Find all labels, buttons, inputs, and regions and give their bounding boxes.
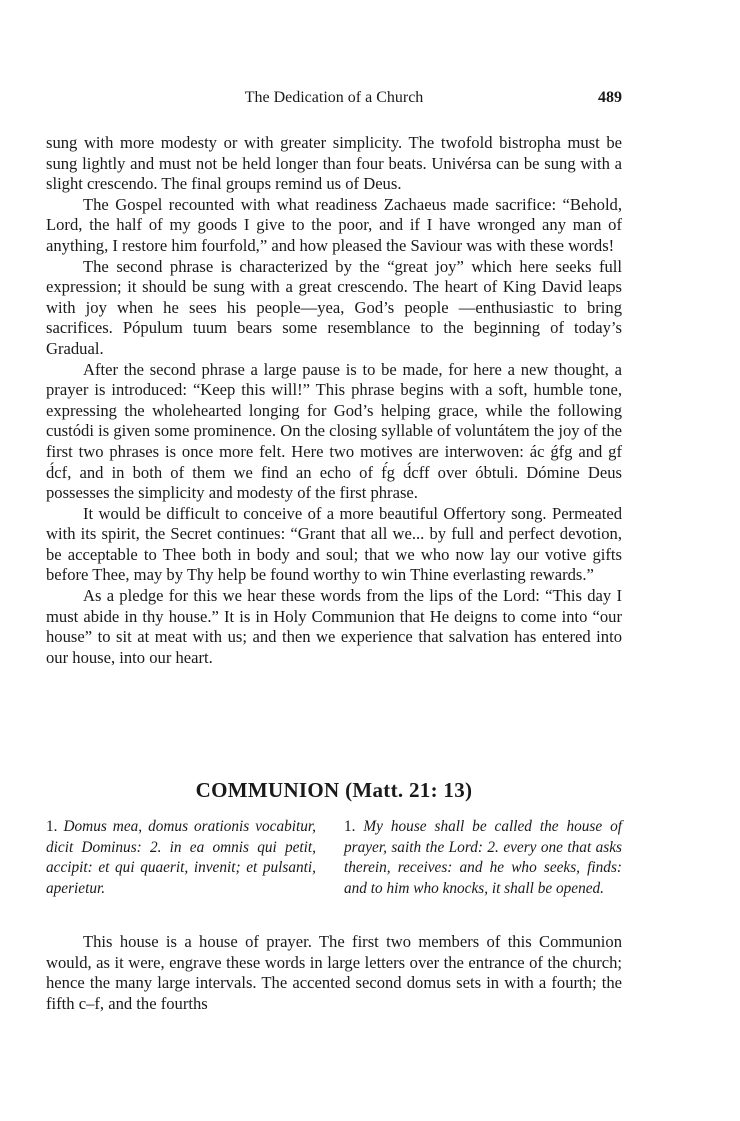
paragraph: It would be difficult to conceive of a more beautiful Offertory song. Permeated with its spirit, the Secret continues: “Grant that all we... by full and perfect devotion, be acceptable to Thee both in body and soul; that we who now lay our votive gifts before Thee, may by Thy help be found worthy to win Thine everlasting rewards.” [46, 503, 622, 585]
verse-number: 1. [46, 818, 58, 835]
english-text: My house shall be called the house of prayer, saith the Lord: 2. every one that asks therein, receives: and he who seeks, finds: and to him who knocks, it shall be opened. [344, 818, 623, 897]
page-number: 489 [598, 89, 622, 106]
main-text [46, 133, 622, 668]
paragraph: sung with more modesty or with greater simplicity. The twofold bistropha must be sung lightly and must not be held longer than four beats. Univérsa can be sung with a slight crescendo. The final groups remind us of Deus. [46, 133, 622, 194]
section-heading-title: COMMUNION [195, 778, 340, 802]
paragraph: As a pledge for this we hear these words from the lips of the Lord: “This day I must abide in thy house.” It is in Holy Communion that He deigns to come into “our house” to sit at meat with us; and then we experience that salvation has entered into our house, into our heart. [46, 586, 622, 667]
paragraph: The Gospel recounted with what readiness Zachaeus made sacrifice: “Behold, Lord, the half of my goods I give to the poor, and if I have wronged any man of anything, I restore him fourfold,” and how pleased the Saviour was with these words! [46, 194, 622, 255]
closing-text [46, 932, 622, 1014]
english-column [344, 817, 622, 899]
latin-text: Domus mea, domus orationis vocabitur, dicit Dominus: 2. in ea omnis qui petit, accipit: et qui quaerit, invenit; et pulsanti, aperietur. [46, 818, 316, 897]
paragraph: This house is a house of prayer. The first two members of this Communion would, as it were, engrave these words in large letters over the entrance of the church; hence the many large intervals. The accented second domus sets in with a fourth; the fifth c–f, and the fourths [46, 932, 622, 1013]
running-header [46, 89, 622, 113]
paragraph: After the second phrase a large pause is to be made, for here a new thought, a prayer is introduced: “Keep this will!” This phrase begins with a soft, humble tone, expressing the wholehearted longing for God’s helping grace, while the following custódi is given some prominence. On the closing syllable of voluntátem the joy of the first two phrases is once more felt. Here two motives are interwoven: ác ǵfg and gf d́cf, and in both of them we find an echo of f́g d́cff over óbtuli. Dómine Deus possesses the simplicity and modesty of the first phrase. [46, 359, 622, 503]
paragraph: The second phrase is characterized by the “great joy” which here seeks full expression; it should be sung with a great crescendo. The heart of King David leaps with joy when he sees his people—yea, God’s people —enthusiastic to bring sacrifices. Pópulum tuum bears some resemblance to the beginning of today’s Gradual. [46, 256, 622, 358]
verse-number: 1. [344, 818, 356, 835]
latin-column [46, 817, 316, 899]
section-heading [46, 778, 622, 803]
running-title: The Dedication of a Church [244, 89, 424, 106]
section-heading-reference: (Matt. 21: 13) [345, 778, 473, 802]
